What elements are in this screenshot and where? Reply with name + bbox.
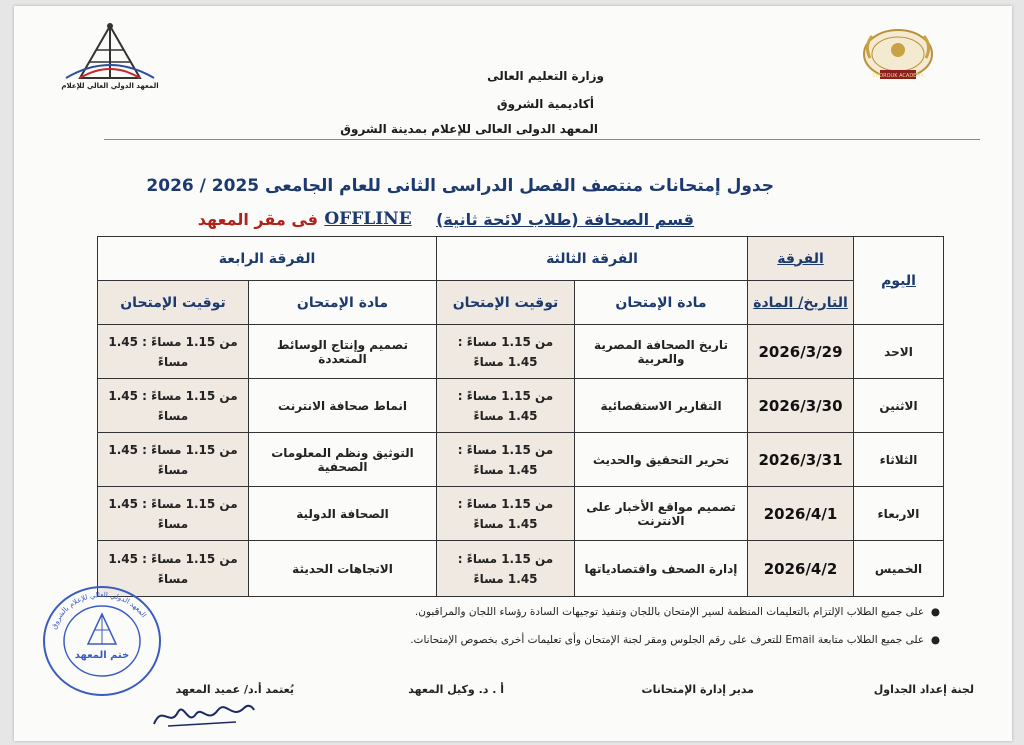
dean-signature xyxy=(148,698,258,732)
date-cell: 2026/3/31 xyxy=(748,433,854,487)
g4-time-cell: من 1.15 مساءً : 1.45 مساءً xyxy=(98,433,249,487)
g3-time-cell: من 1.15 مساءً : 1.45 مساءً xyxy=(437,487,575,541)
g3-subject-cell: التقارير الاستقصائية xyxy=(575,379,748,433)
g3-subject-cell: تصميم مواقع الأخبار على الانترنت xyxy=(575,487,748,541)
academy-logo xyxy=(858,24,938,88)
g4-subject-cell: الاتجاهات الحديثة xyxy=(249,541,437,597)
header-divider xyxy=(104,139,980,140)
g4-subject-cell: انماط صحافة الانترنت xyxy=(249,379,437,433)
g4-time-cell: من 1.15 مساءً : 1.45 مساءً xyxy=(98,487,249,541)
group-header: الفرقة xyxy=(777,250,824,267)
date-subject-header-cell xyxy=(748,281,854,325)
page-title: جدول إمتحانات منتصف الفصل الدراسى الثانى للعام الجامعى 2025 / 2026 xyxy=(146,176,774,196)
g3-time-cell: من 1.15 مساءً : 1.45 مساءً xyxy=(437,379,575,433)
g4-time-cell: من 1.15 مساءً : 1.45 مساءً xyxy=(98,325,249,379)
academy-name: أكاديمية الشروق xyxy=(496,97,594,111)
table-row xyxy=(98,487,944,541)
academy-logo-text: SHOROUK ACADEMY xyxy=(872,73,924,79)
date-cell: 2026/4/2 xyxy=(748,541,854,597)
g4-subject-cell: تصميم وإنتاج الوسائط المتعددة xyxy=(249,325,437,379)
institute-name: المعهد الدولى العالى للإعلام بمدينة الشروق xyxy=(340,122,598,136)
bullet-icon: ● xyxy=(924,606,940,618)
g3-time-cell: من 1.15 مساءً : 1.45 مساءً xyxy=(437,433,575,487)
date-cell: 2026/3/29 xyxy=(748,325,854,379)
exam-schedule-table xyxy=(97,236,944,597)
note-item xyxy=(304,634,940,646)
stamp-ring-text: المعهد الدولي العالي للإعلام بالشروق xyxy=(49,590,148,631)
group-header-cell xyxy=(748,237,854,281)
committee-signature-label: لجنة إعداد الجداول xyxy=(873,683,974,696)
date-cell: 2026/4/1 xyxy=(748,487,854,541)
institute-logo-text: المعهد الدولي العالي للإعلام xyxy=(61,82,159,90)
day-cell: الخميس xyxy=(854,541,944,597)
exam-location: فى مقر المعهد xyxy=(197,210,318,229)
table-row xyxy=(98,325,944,379)
note-text: على جميع الطلاب الإلتزام بالتعليمات المنظمة لسير الإمتحان باللجان وتنفيذ توجيهات السادة رؤساء اللجان والمراقبون. xyxy=(414,606,925,618)
department-subtitle: قسم الصحافة (طلاب لائحة ثانية) xyxy=(436,210,694,229)
day-cell: الاثنين xyxy=(854,379,944,433)
group3-header: الفرقة الثالثة xyxy=(437,237,748,281)
dean-signature-label: يُعتمد أ.د/ عميد المعهد xyxy=(175,683,294,696)
table-row xyxy=(98,379,944,433)
g3-time-header: توقيت الإمتحان xyxy=(437,281,575,325)
day-header: اليوم xyxy=(881,272,916,289)
g4-subject-header: مادة الإمتحان xyxy=(249,281,437,325)
group4-header: الفرقة الرابعة xyxy=(98,237,437,281)
note-text: على جميع الطلاب متابعة Email للتعرف على رقم الجلوس ومقر لجنة الإمتحان وأى تعليمات أخرى بخصوص الإمتحانات. xyxy=(410,634,925,646)
day-header-cell xyxy=(854,237,944,325)
date-subject-header: التاريخ/ المادة xyxy=(753,294,848,311)
g3-subject-header: مادة الإمتحان xyxy=(575,281,748,325)
g3-time-cell: من 1.15 مساءً : 1.45 مساءً xyxy=(437,541,575,597)
date-cell: 2026/3/30 xyxy=(748,379,854,433)
day-cell: الاربعاء xyxy=(854,487,944,541)
g3-subject-cell: إدارة الصحف واقتصادياتها xyxy=(575,541,748,597)
g4-subject-cell: الصحافة الدولية xyxy=(249,487,437,541)
g3-subject-cell: تاريخ الصحافة المصرية والعربية xyxy=(575,325,748,379)
day-cell: الاحد xyxy=(854,325,944,379)
institute-stamp xyxy=(40,582,164,700)
g4-time-header: توقيت الإمتحان xyxy=(98,281,249,325)
vice-dean-signature-label: أ . د. وكيل المعهد xyxy=(408,683,504,696)
table-row xyxy=(98,541,944,597)
g4-time-cell: من 1.15 مساءً : 1.45 مساءً xyxy=(98,379,249,433)
exam-mode: OFFLINE xyxy=(324,209,412,229)
table-row xyxy=(98,433,944,487)
note-item xyxy=(304,606,940,618)
stamp-text: ختم المعهد xyxy=(74,650,130,661)
g3-time-cell: من 1.15 مساءً : 1.45 مساءً xyxy=(437,325,575,379)
g3-subject-cell: تحرير التحقيق والحديث xyxy=(575,433,748,487)
exams-manager-signature-label: مدير إدارة الإمتحانات xyxy=(641,683,754,696)
day-cell: الثلاثاء xyxy=(854,433,944,487)
institute-logo xyxy=(60,20,160,100)
g4-subject-cell: التوثيق ونظم المعلومات الصحفية xyxy=(249,433,437,487)
ministry-name: وزارة التعليم العالى xyxy=(487,69,604,83)
document-page xyxy=(14,6,1012,741)
g4-time-cell: من 1.15 مساءً : 1.45 مساءً xyxy=(98,541,249,597)
bullet-icon: ● xyxy=(924,634,940,646)
